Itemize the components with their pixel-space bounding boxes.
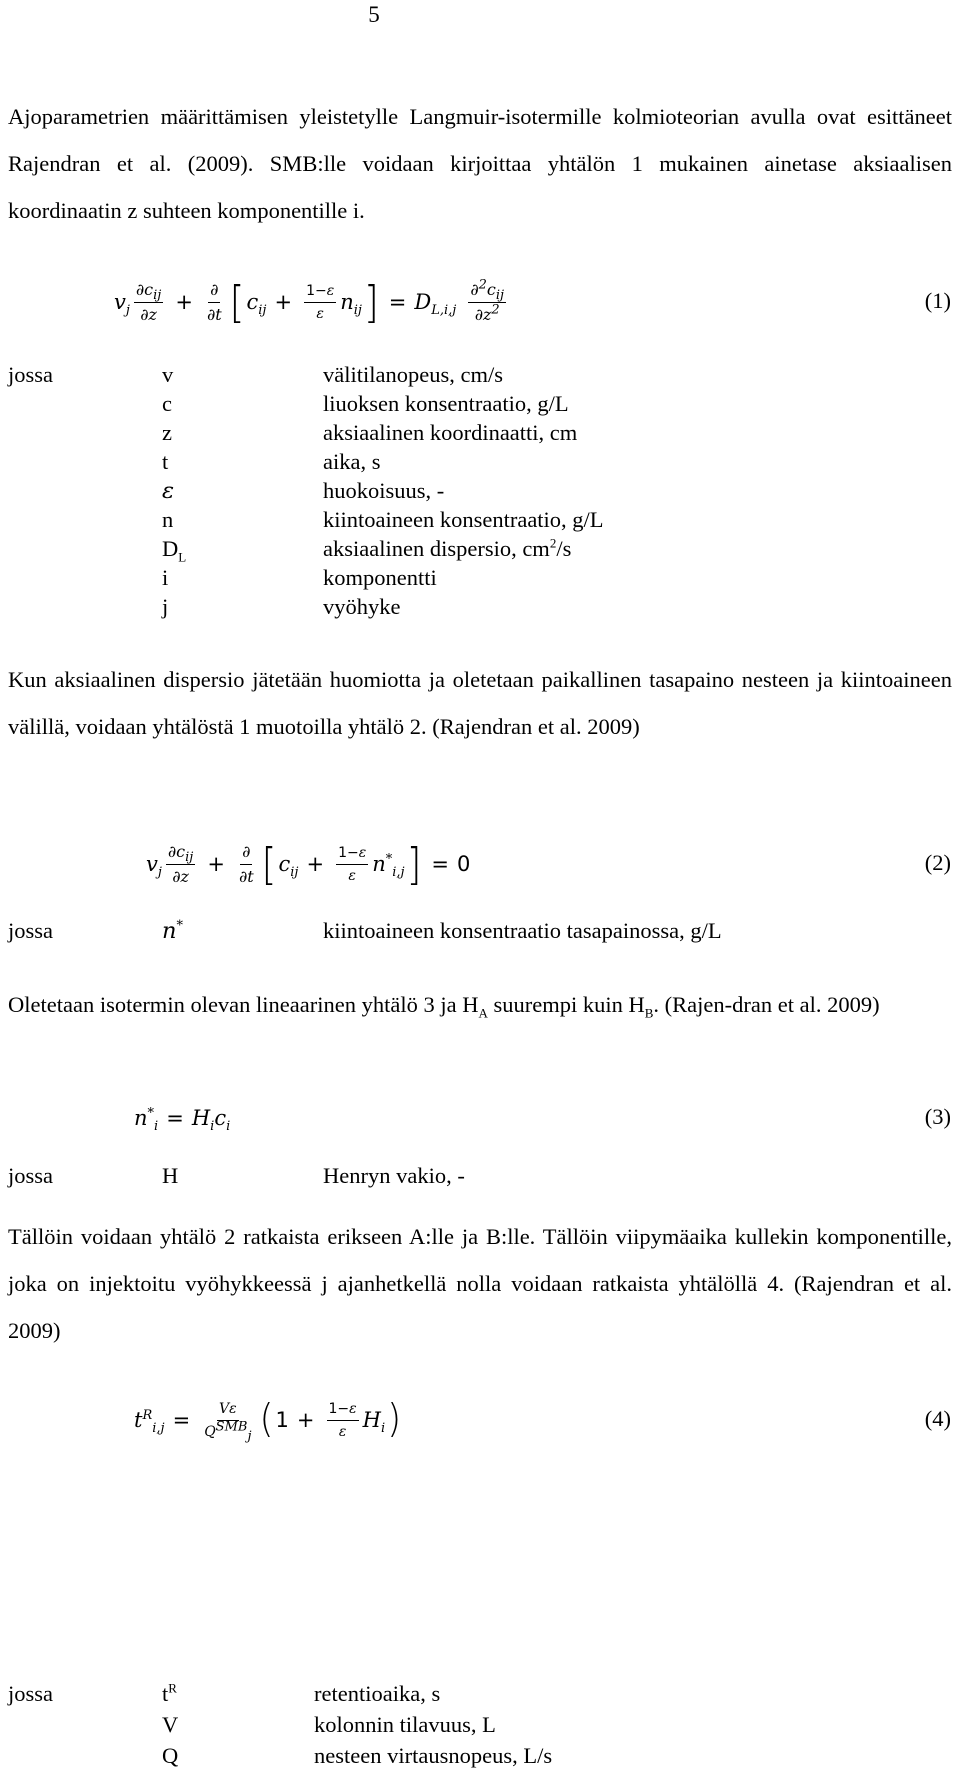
symbol: $t^R$ [162, 1680, 177, 1706]
symbol: z [162, 420, 172, 445]
equation-1-number: (1) [924, 288, 951, 313]
symbol-description: kolonnin tilavuus, L [314, 1712, 496, 1737]
equation-4 [0, 1380, 960, 1460]
symbol-description: välitilanopeus, cm/s [323, 362, 503, 387]
symbol: V [162, 1712, 179, 1737]
symbol-description: komponentti [323, 565, 437, 590]
equation-3-body: $n^*_i$ = $H_ic_i$ [134, 1106, 231, 1135]
symbol-description: vyöhyke [323, 594, 401, 619]
symbol-description: Henryn vakio, - [323, 1163, 465, 1188]
symbol-description: kiintoaineen konsentraatio tasapainossa, g/L [323, 918, 722, 943]
equation-4-body: $t^R_{i,j}$ = $\frac{V\varepsilon}{Q^{SMB}_j}$ ( 1 + $\frac{1-\varepsilon}{\varepsilon}$ $H_i$ ) [134, 1396, 402, 1444]
symbol: t [162, 449, 169, 474]
paragraph-isotherm: Oletetaan isotermin olevan lineaarinen yhtälö 3 ja $H_A$ suurempi kuin $H_B$. (Rajen-dran et al. 2009) [8, 992, 880, 1021]
symbol: Q [162, 1743, 179, 1768]
equation-1-body: $v_j$ $\frac{\partial c_{ij}}{\partial z}$ + $\frac{\partial}{\partial t}$ [ $c_{ij}$ + $\frac{1-\varepsilon}{\varepsilon}$ $n_{ij}$ ] = $D_{L,i,j}$ $\frac{\partial^2c_{ij}}{\partial z^2}$ [114, 276, 505, 328]
paragraph-retention: Tällöin voidaan yhtälö 2 ratkaista erikseen A:lle ja B:lle. Tällöin viipymäaika kullekin komponentille, joka on injektoitu vyöhykkeessä j ajanhetkellä nolla voidaan ratkaista yhtälöllä 4. (Rajendran et al. 2009) [8, 1224, 952, 1343]
equation-3 [0, 1078, 960, 1158]
equation-2-number: (2) [924, 850, 951, 875]
symbol-description: liuoksen konsentraatio, g/L [323, 391, 569, 416]
symbol-description: huokoisuus, - [323, 478, 445, 503]
symbol-description: kiintoaineen konsentraatio, g/L [323, 507, 604, 532]
paragraph-dispersion: Kun aksiaalinen dispersio jätetään huomiotta ja oletetaan paikallinen tasapaino nesteen ja kiintoaineen välillä, voidaan yhtälöstä 1 muotoilla yhtälö 2. (Rajendran et al. 2009) [8, 667, 952, 739]
symbol: H [162, 1163, 179, 1188]
equation-4-one: 1 [275, 1408, 289, 1432]
equation-2-body: $v_j$ $\frac{\partial c_{ij}}{\partial z}$ + $\frac{\partial}{\partial t}$ [ $c_{ij}$ + $\frac{1-\varepsilon}{\varepsilon}$ $n^*_{i,j}$ ] = 0 [146, 838, 471, 890]
symbol: $D_L$ [162, 536, 187, 565]
jossa-label: jossa [8, 1681, 53, 1706]
symbol: n [162, 507, 174, 532]
jossa-label: jossa [8, 1163, 53, 1188]
symbol: v [162, 362, 174, 387]
page-number: 5 [368, 2, 380, 27]
symbol-description: aksiaalinen dispersio, $cm^2/s$ [323, 535, 572, 561]
symbol: c [162, 391, 172, 416]
jossa-label: jossa [8, 362, 53, 387]
symbol: i [162, 565, 169, 590]
symbol: j [162, 594, 169, 619]
equation-2 [0, 824, 960, 904]
symbol: ε [162, 478, 175, 504]
symbol-description: aika, s [323, 449, 381, 474]
paragraph-intro: Ajoparametrien määrittämisen yleistetylle Langmuir-isotermille kolmioteorian avulla ovat esittäneet Rajendran et al. (2009). SMB:lle voidaan kirjoittaa yhtälön 1 mukainen ainetase aksiaalisen koordinaatin z suhteen komponentille i. [8, 104, 952, 223]
symbol: n* [162, 918, 183, 944]
equation-1 [0, 262, 960, 342]
equation-4-number: (4) [924, 1406, 951, 1431]
symbol-description: retentioaika, s [314, 1681, 441, 1706]
jossa-label: jossa [8, 918, 53, 943]
symbol-description: nesteen virtausnopeus, L/s [314, 1743, 553, 1768]
symbol-description: aksiaalinen koordinaatti, cm [323, 420, 578, 445]
equation-2-zero: 0 [457, 852, 471, 876]
equation-3-number: (3) [924, 1104, 951, 1129]
